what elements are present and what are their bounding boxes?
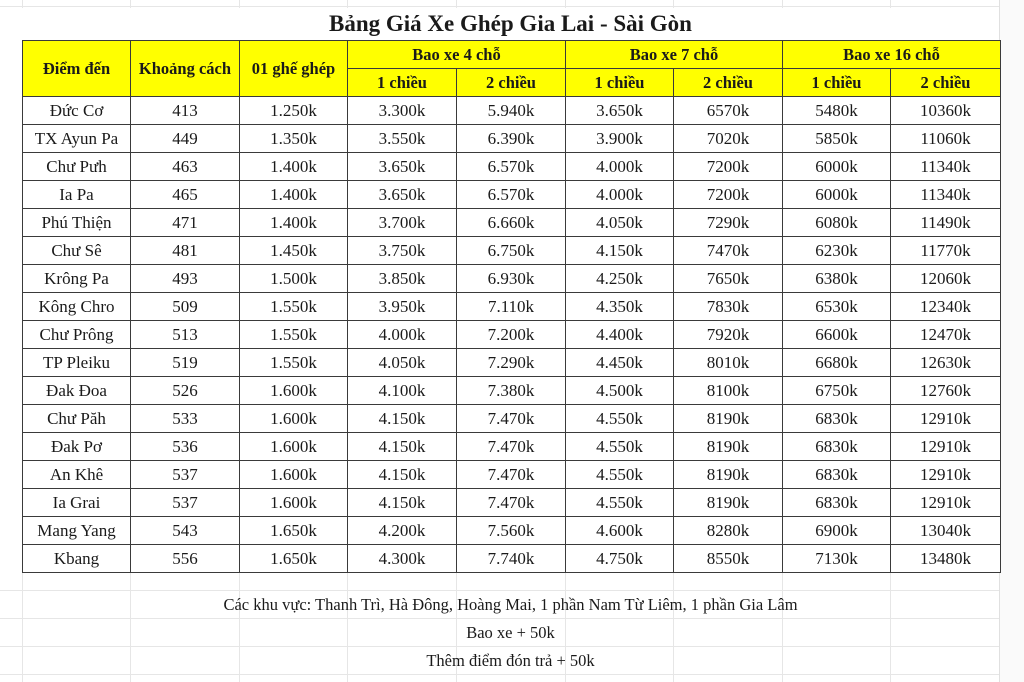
cell-destination: Chư Pưh <box>23 153 131 181</box>
cell-destination: Đak Pơ <box>23 433 131 461</box>
table-row <box>23 237 1001 265</box>
cell-shared-seat: 1.650k <box>240 517 348 545</box>
cell-7-one-way: 4.500k <box>566 377 674 405</box>
cell-7-one-way: 4.550k <box>566 461 674 489</box>
col-destination: Điểm đến <box>23 41 131 97</box>
cell-4-one-way: 4.300k <box>348 545 457 573</box>
cell-4-round-trip: 7.200k <box>457 321 566 349</box>
cell-16-round-trip: 11340k <box>891 153 1001 181</box>
cell-7-round-trip: 8010k <box>674 349 783 377</box>
cell-destination: Chư Sê <box>23 237 131 265</box>
cell-destination: TX Ayun Pa <box>23 125 131 153</box>
cell-shared-seat: 1.600k <box>240 489 348 517</box>
cell-7-one-way: 4.050k <box>566 209 674 237</box>
cell-distance: 513 <box>131 321 240 349</box>
cell-4-round-trip: 7.380k <box>457 377 566 405</box>
cell-distance: 543 <box>131 517 240 545</box>
cell-7-round-trip: 8190k <box>674 461 783 489</box>
table-row <box>23 405 1001 433</box>
cell-16-round-trip: 13480k <box>891 545 1001 573</box>
cell-4-one-way: 4.000k <box>348 321 457 349</box>
cell-distance: 526 <box>131 377 240 405</box>
cell-4-round-trip: 6.930k <box>457 265 566 293</box>
cell-16-one-way: 6600k <box>783 321 891 349</box>
cell-4-one-way: 3.700k <box>348 209 457 237</box>
cell-16-round-trip: 12910k <box>891 405 1001 433</box>
cell-7-round-trip: 8280k <box>674 517 783 545</box>
table-row <box>23 153 1001 181</box>
cell-16-one-way: 6750k <box>783 377 891 405</box>
footer-extra-stop-surcharge: Thêm điểm đón trả + 50k <box>426 651 595 670</box>
cell-4-one-way: 3.300k <box>348 97 457 125</box>
cell-16-one-way: 6230k <box>783 237 891 265</box>
cell-7-round-trip: 6570k <box>674 97 783 125</box>
table-row <box>23 545 1001 573</box>
cell-16-round-trip: 11340k <box>891 181 1001 209</box>
cell-4-round-trip: 7.560k <box>457 517 566 545</box>
table-row <box>23 125 1001 153</box>
cell-destination: Krông Pa <box>23 265 131 293</box>
cell-4-one-way: 3.850k <box>348 265 457 293</box>
cell-4-one-way: 4.150k <box>348 405 457 433</box>
cell-4-one-way: 4.100k <box>348 377 457 405</box>
cell-7-one-way: 4.550k <box>566 489 674 517</box>
cell-7-one-way: 4.250k <box>566 265 674 293</box>
cell-7-round-trip: 7020k <box>674 125 783 153</box>
col-4-round-trip: 2 chiều <box>457 69 566 97</box>
cell-16-one-way: 7130k <box>783 545 891 573</box>
cell-4-one-way: 3.950k <box>348 293 457 321</box>
cell-4-round-trip: 7.470k <box>457 405 566 433</box>
cell-16-round-trip: 12760k <box>891 377 1001 405</box>
table-row <box>23 293 1001 321</box>
cell-destination: Ia Grai <box>23 489 131 517</box>
cell-7-one-way: 4.000k <box>566 181 674 209</box>
cell-4-round-trip: 5.940k <box>457 97 566 125</box>
cell-7-one-way: 4.550k <box>566 405 674 433</box>
cell-shared-seat: 1.550k <box>240 321 348 349</box>
cell-shared-seat: 1.550k <box>240 293 348 321</box>
cell-16-one-way: 6000k <box>783 153 891 181</box>
cell-7-round-trip: 7650k <box>674 265 783 293</box>
col-7-round-trip: 2 chiều <box>674 69 783 97</box>
cell-4-round-trip: 7.740k <box>457 545 566 573</box>
cell-4-round-trip: 7.470k <box>457 489 566 517</box>
cell-shared-seat: 1.600k <box>240 433 348 461</box>
footer-areas: Các khu vực: Thanh Trì, Hà Đông, Hoàng Mai, 1 phần Nam Từ Liêm, 1 phần Gia Lâm <box>223 595 798 614</box>
cell-7-round-trip: 7920k <box>674 321 783 349</box>
cell-shared-seat: 1.650k <box>240 545 348 573</box>
cell-distance: 413 <box>131 97 240 125</box>
table-row <box>23 349 1001 377</box>
cell-shared-seat: 1.400k <box>240 181 348 209</box>
cell-16-round-trip: 12060k <box>891 265 1001 293</box>
table-row <box>23 377 1001 405</box>
price-table <box>22 40 1001 573</box>
cell-16-one-way: 6900k <box>783 517 891 545</box>
cell-7-one-way: 4.550k <box>566 433 674 461</box>
col-4-one-way: 1 chiều <box>348 69 457 97</box>
cell-distance: 556 <box>131 545 240 573</box>
cell-4-one-way: 3.550k <box>348 125 457 153</box>
cell-4-round-trip: 7.110k <box>457 293 566 321</box>
cell-shared-seat: 1.350k <box>240 125 348 153</box>
cell-destination: Ia Pa <box>23 181 131 209</box>
cell-7-round-trip: 7470k <box>674 237 783 265</box>
page-title: Bảng Giá Xe Ghép Gia Lai - Sài Gòn <box>22 8 999 40</box>
col-distance: Khoảng cách <box>131 41 240 97</box>
cell-7-one-way: 3.900k <box>566 125 674 153</box>
cell-destination: Chư Păh <box>23 405 131 433</box>
cell-16-one-way: 6830k <box>783 461 891 489</box>
cell-destination: An Khê <box>23 461 131 489</box>
cell-16-round-trip: 13040k <box>891 517 1001 545</box>
cell-7-round-trip: 8190k <box>674 489 783 517</box>
cell-16-round-trip: 12910k <box>891 489 1001 517</box>
cell-shared-seat: 1.450k <box>240 237 348 265</box>
cell-distance: 509 <box>131 293 240 321</box>
cell-4-round-trip: 7.470k <box>457 461 566 489</box>
grid-line <box>0 6 1024 7</box>
cell-4-one-way: 4.050k <box>348 349 457 377</box>
cell-16-one-way: 6830k <box>783 433 891 461</box>
cell-16-round-trip: 12470k <box>891 321 1001 349</box>
cell-4-round-trip: 6.390k <box>457 125 566 153</box>
cell-7-round-trip: 7200k <box>674 153 783 181</box>
cell-distance: 465 <box>131 181 240 209</box>
group-7-seat: Bao xe 7 chỗ <box>566 41 783 69</box>
cell-4-round-trip: 6.750k <box>457 237 566 265</box>
cell-destination: Kông Chro <box>23 293 131 321</box>
cell-distance: 537 <box>131 489 240 517</box>
cell-16-one-way: 6080k <box>783 209 891 237</box>
cell-4-one-way: 4.150k <box>348 489 457 517</box>
cell-4-one-way: 3.650k <box>348 153 457 181</box>
cell-7-one-way: 4.000k <box>566 153 674 181</box>
cell-destination: Kbang <box>23 545 131 573</box>
cell-destination: Mang Yang <box>23 517 131 545</box>
cell-7-one-way: 4.750k <box>566 545 674 573</box>
cell-destination: TP Pleiku <box>23 349 131 377</box>
table-row <box>23 209 1001 237</box>
cell-16-one-way: 5480k <box>783 97 891 125</box>
cell-16-one-way: 6530k <box>783 293 891 321</box>
cell-16-round-trip: 12630k <box>891 349 1001 377</box>
cell-distance: 471 <box>131 209 240 237</box>
cell-4-one-way: 4.150k <box>348 433 457 461</box>
cell-destination: Đak Đoa <box>23 377 131 405</box>
cell-4-round-trip: 6.570k <box>457 153 566 181</box>
cell-16-one-way: 6680k <box>783 349 891 377</box>
cell-shared-seat: 1.600k <box>240 405 348 433</box>
cell-7-round-trip: 8190k <box>674 433 783 461</box>
cell-7-round-trip: 8190k <box>674 405 783 433</box>
col-16-round-trip: 2 chiều <box>891 69 1001 97</box>
price-table-body <box>23 97 1001 573</box>
col-shared-seat: 01 ghế ghép <box>240 41 348 97</box>
table-row <box>23 97 1001 125</box>
cell-distance: 533 <box>131 405 240 433</box>
cell-16-one-way: 6380k <box>783 265 891 293</box>
sheet-edge <box>999 0 1024 682</box>
group-4-seat: Bao xe 4 chỗ <box>348 41 566 69</box>
cell-distance: 449 <box>131 125 240 153</box>
table-row <box>23 433 1001 461</box>
cell-destination: Đức Cơ <box>23 97 131 125</box>
cell-7-one-way: 4.450k <box>566 349 674 377</box>
cell-destination: Phú Thiện <box>23 209 131 237</box>
cell-shared-seat: 1.600k <box>240 461 348 489</box>
cell-shared-seat: 1.600k <box>240 377 348 405</box>
cell-16-round-trip: 11490k <box>891 209 1001 237</box>
cell-16-round-trip: 12910k <box>891 461 1001 489</box>
cell-7-one-way: 3.650k <box>566 97 674 125</box>
cell-4-one-way: 4.150k <box>348 461 457 489</box>
col-16-one-way: 1 chiều <box>783 69 891 97</box>
cell-4-round-trip: 7.290k <box>457 349 566 377</box>
footer-charter-surcharge: Bao xe + 50k <box>466 623 555 642</box>
cell-distance: 481 <box>131 237 240 265</box>
cell-7-round-trip: 7200k <box>674 181 783 209</box>
table-row <box>23 321 1001 349</box>
cell-shared-seat: 1.250k <box>240 97 348 125</box>
cell-4-one-way: 3.750k <box>348 237 457 265</box>
cell-16-round-trip: 11060k <box>891 125 1001 153</box>
cell-4-one-way: 4.200k <box>348 517 457 545</box>
cell-distance: 537 <box>131 461 240 489</box>
cell-shared-seat: 1.500k <box>240 265 348 293</box>
cell-7-round-trip: 8100k <box>674 377 783 405</box>
col-7-one-way: 1 chiều <box>566 69 674 97</box>
cell-7-one-way: 4.350k <box>566 293 674 321</box>
cell-shared-seat: 1.400k <box>240 209 348 237</box>
cell-16-one-way: 5850k <box>783 125 891 153</box>
cell-16-one-way: 6830k <box>783 489 891 517</box>
table-row <box>23 461 1001 489</box>
cell-7-round-trip: 8550k <box>674 545 783 573</box>
cell-16-one-way: 6830k <box>783 405 891 433</box>
cell-7-one-way: 4.150k <box>566 237 674 265</box>
cell-16-round-trip: 11770k <box>891 237 1001 265</box>
cell-distance: 536 <box>131 433 240 461</box>
cell-4-round-trip: 6.660k <box>457 209 566 237</box>
group-16-seat: Bao xe 16 chỗ <box>783 41 1001 69</box>
cell-16-round-trip: 12910k <box>891 433 1001 461</box>
cell-4-one-way: 3.650k <box>348 181 457 209</box>
cell-7-round-trip: 7290k <box>674 209 783 237</box>
cell-shared-seat: 1.550k <box>240 349 348 377</box>
cell-distance: 493 <box>131 265 240 293</box>
cell-distance: 519 <box>131 349 240 377</box>
cell-4-round-trip: 7.470k <box>457 433 566 461</box>
cell-16-one-way: 6000k <box>783 181 891 209</box>
cell-16-round-trip: 10360k <box>891 97 1001 125</box>
header-row-1 <box>23 41 1001 69</box>
cell-destination: Chư Prông <box>23 321 131 349</box>
cell-7-one-way: 4.600k <box>566 517 674 545</box>
cell-4-round-trip: 6.570k <box>457 181 566 209</box>
cell-16-round-trip: 12340k <box>891 293 1001 321</box>
cell-distance: 463 <box>131 153 240 181</box>
table-row <box>23 265 1001 293</box>
table-row <box>23 489 1001 517</box>
cell-7-round-trip: 7830k <box>674 293 783 321</box>
cell-shared-seat: 1.400k <box>240 153 348 181</box>
table-row <box>23 517 1001 545</box>
table-row <box>23 181 1001 209</box>
cell-7-one-way: 4.400k <box>566 321 674 349</box>
